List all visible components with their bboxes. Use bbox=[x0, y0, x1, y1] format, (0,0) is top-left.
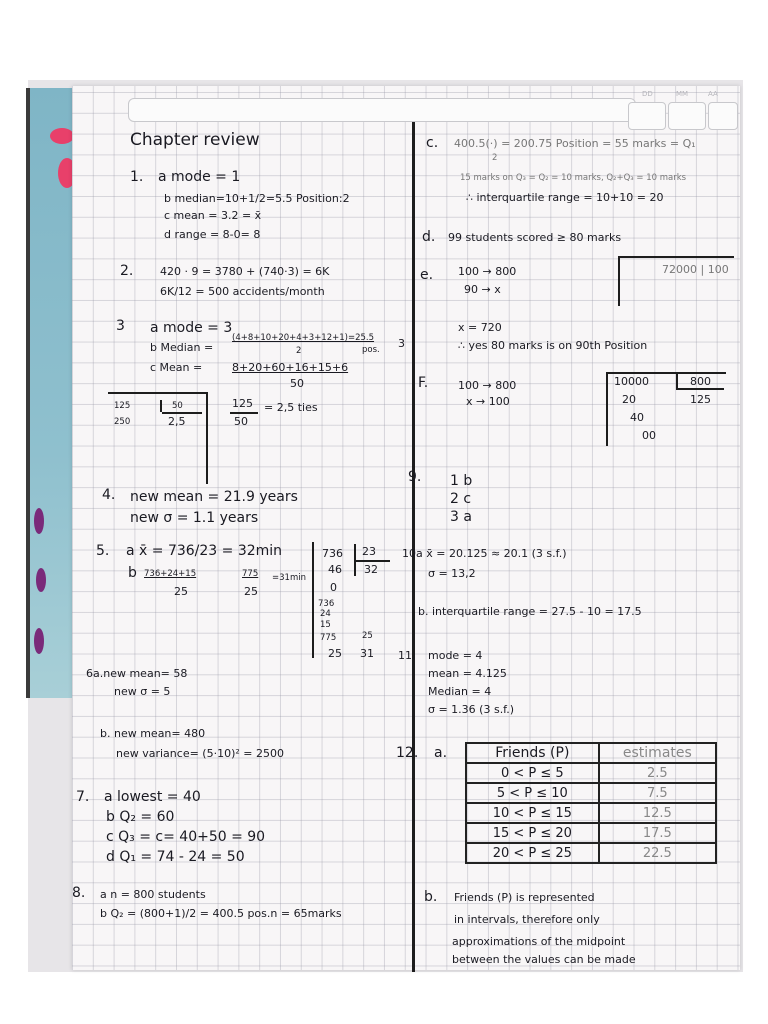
q6-b-line2: new variance= (5·10)² = 2500 bbox=[116, 747, 284, 760]
f-division-top-right: 800 bbox=[690, 375, 711, 388]
q10-a bbox=[402, 548, 567, 559]
table-cell-interval: 10 < P ≤ 15 bbox=[466, 803, 599, 823]
q5-work-line bbox=[312, 542, 314, 658]
f-division-top-left: 10000 bbox=[614, 375, 649, 388]
q3-b-result: 3 bbox=[398, 337, 405, 350]
q9-number: 9. bbox=[408, 469, 422, 485]
q10-a-line: a x̄ = 20.125 ≈ 20.1 (3 s.f.) bbox=[416, 547, 567, 560]
c-line1: 400.5(·) = 200.75 Position = 55 marks = Q₁ bbox=[454, 137, 696, 150]
q5-div1-top-right: 23 bbox=[362, 545, 376, 558]
q7-b: b Q₂ = 60 bbox=[106, 809, 175, 825]
q5-a: a x̄ = 736/23 = 32min bbox=[126, 543, 283, 559]
table-row bbox=[466, 823, 716, 843]
c-line4: ∴ interquartile range = 10+10 = 20 bbox=[466, 191, 664, 204]
q12-a: a. bbox=[434, 745, 448, 761]
e-line4: ∴ yes 80 marks is on 90th Position bbox=[458, 339, 648, 352]
q11-line4: σ = 1.36 (3 s.f.) bbox=[428, 703, 515, 716]
e-label: e. bbox=[420, 267, 434, 283]
table-row bbox=[466, 843, 716, 863]
f-division-line bbox=[606, 372, 608, 446]
q10-b: b. interquartile range = 27.5 - 10 = 17.5 bbox=[418, 605, 642, 618]
header-strip bbox=[128, 98, 636, 122]
cover-dot bbox=[34, 628, 44, 654]
q5-b-mid-bottom: 25 bbox=[244, 585, 258, 598]
table-cell-estimate: 7.5 bbox=[599, 783, 716, 803]
table-row bbox=[466, 763, 716, 783]
q7-a: a lowest = 40 bbox=[104, 789, 201, 805]
q3-b-frac-top: (4+8+10+20+4+3+12+1)=25.5 bbox=[232, 333, 375, 343]
q7-number: 7. bbox=[76, 789, 90, 805]
table-row bbox=[466, 803, 716, 823]
q12-number: 12. bbox=[396, 745, 419, 761]
q9-item2: 2 c bbox=[450, 491, 472, 507]
table-cell-estimate: 22.5 bbox=[599, 843, 716, 863]
q8-number: 8. bbox=[72, 885, 86, 901]
f-division-inner-line bbox=[676, 374, 678, 388]
q5-b-frac-bottom: 25 bbox=[174, 585, 188, 598]
page-title: Chapter review bbox=[130, 130, 260, 150]
q1-a: a mode = 1 bbox=[158, 169, 241, 185]
f-division-r1b: 125 bbox=[690, 393, 711, 406]
f-line1: 100 → 800 bbox=[458, 379, 517, 392]
q6-a-line2: new σ = 5 bbox=[114, 685, 171, 698]
q12-b-line2: in intervals, therefore only bbox=[454, 913, 600, 926]
f-division-r2: 40 bbox=[630, 411, 644, 424]
q5-b-frac-top: 736+24+15 bbox=[144, 569, 197, 579]
q7-d: d Q₁ = 74 - 24 = 50 bbox=[106, 849, 245, 865]
q3-division-bar bbox=[108, 392, 208, 394]
date-box-dd bbox=[628, 102, 666, 130]
q5-div1-top-left: 736 bbox=[322, 547, 343, 560]
table-cell-estimate: 2.5 bbox=[599, 763, 716, 783]
q3-division-line bbox=[160, 400, 162, 412]
q2-line1: 420 · 9 = 3780 + (740·3) = 6K bbox=[160, 265, 330, 278]
e-line2: 90 → x bbox=[464, 283, 501, 296]
q3-division-underline bbox=[162, 412, 202, 414]
table-cell-interval: 5 < P ≤ 10 bbox=[466, 783, 599, 803]
c-line3: 15 marks on Q₃ = Q₂ = 10 marks, Q₂+Q₃ = 10 marks bbox=[460, 173, 687, 183]
q5-div2-bottom-left: 25 bbox=[328, 647, 342, 660]
q3-division-top-right: 50 bbox=[172, 401, 183, 411]
table-cell-estimate: 17.5 bbox=[599, 823, 716, 843]
q9-item1: 1 b bbox=[450, 473, 473, 489]
q5-b-result: =31min bbox=[272, 573, 306, 583]
q9-item3: 3 a bbox=[450, 509, 472, 525]
f-division-r1: 20 bbox=[622, 393, 636, 406]
q8-b: b Q₂ = (800+1)/2 = 400.5 pos.n = 65marks bbox=[100, 907, 342, 920]
q6-b: b. new mean= 480 bbox=[100, 727, 206, 740]
q3-number: 3 bbox=[116, 318, 125, 334]
d-label: d. bbox=[422, 229, 436, 245]
q11-line3: Median = 4 bbox=[428, 685, 492, 698]
date-label-aa: AA bbox=[708, 90, 718, 98]
c-label: c. bbox=[426, 135, 439, 151]
q11-line2: mean = 4.125 bbox=[428, 667, 507, 680]
q12-b: b. bbox=[424, 889, 438, 905]
date-label-dd: DD bbox=[642, 90, 653, 98]
q5-b-mid-top: 775 bbox=[242, 569, 259, 579]
friends-table bbox=[465, 742, 717, 864]
table-cell-interval: 0 < P ≤ 5 bbox=[466, 763, 599, 783]
table-row bbox=[466, 783, 716, 803]
e-division-bar bbox=[618, 256, 734, 258]
f-division-bar bbox=[608, 372, 726, 374]
q5-div2-right: 25 bbox=[362, 631, 373, 641]
notebook-cover bbox=[30, 88, 74, 698]
cover-dot bbox=[36, 568, 46, 592]
q5-div1-remainder: 0 bbox=[330, 581, 337, 594]
q5-number: 5. bbox=[96, 543, 110, 559]
q10-number: 10 bbox=[402, 547, 416, 560]
date-label-mm: MM bbox=[676, 90, 689, 98]
q2-line2: 6K/12 = 500 accidents/month bbox=[160, 285, 325, 298]
table-header-row bbox=[466, 743, 716, 763]
q4-number: 4. bbox=[102, 487, 116, 503]
q5-div2-bottom-right: 31 bbox=[360, 647, 374, 660]
q3-a: a mode = 3 bbox=[150, 320, 233, 336]
q8-a: a n = 800 students bbox=[100, 888, 206, 901]
q3-c-frac-top: 8+20+60+16+15+6 bbox=[232, 361, 349, 374]
notebook-page bbox=[72, 86, 740, 970]
q5-div1-mid-right: 32 bbox=[364, 563, 378, 576]
q3-frac-bottom: 50 bbox=[234, 415, 248, 428]
e-line3: x = 720 bbox=[458, 321, 502, 334]
q3-c-frac-bottom: 50 bbox=[290, 377, 304, 390]
date-box-aa bbox=[708, 102, 738, 130]
d-line1: 99 students scored ≥ 80 marks bbox=[448, 231, 622, 244]
q6-number: 6 bbox=[86, 667, 93, 680]
table-cell-estimate: 12.5 bbox=[599, 803, 716, 823]
q5-div2-b: 24 bbox=[320, 609, 331, 619]
q6-a bbox=[86, 668, 187, 679]
q3-c: c Mean = bbox=[150, 361, 203, 374]
q5-div2-total: 775 bbox=[320, 633, 337, 643]
f-division-r3: 00 bbox=[642, 429, 656, 442]
e-division-line bbox=[618, 256, 620, 306]
q5-div2-a: 736 bbox=[318, 599, 335, 609]
q3-division-top-left: 125 bbox=[114, 401, 131, 411]
q3-result: = 2,5 ties bbox=[264, 401, 318, 414]
q10-a-line2: σ = 13,2 bbox=[428, 567, 476, 580]
table-header-friends: Friends (P) bbox=[466, 743, 599, 763]
cover-dot bbox=[34, 508, 44, 534]
q3-division-bottom-left: 250 bbox=[114, 417, 131, 427]
q1-d: d range = 8-0= 8 bbox=[164, 228, 261, 241]
e-line1: 100 → 800 bbox=[458, 265, 517, 278]
q1-number: 1. bbox=[130, 169, 144, 185]
q1-c: c mean = 3.2 = x̄ bbox=[164, 209, 262, 222]
q4-line2: new σ = 1.1 years bbox=[130, 510, 259, 526]
q3-b-frac-bottom: 2 bbox=[296, 346, 302, 356]
e-division: 72000 | 100 bbox=[662, 263, 729, 276]
q3-box-line bbox=[206, 392, 208, 484]
cover-dot bbox=[50, 128, 74, 144]
q11-line1: mode = 4 bbox=[428, 649, 483, 662]
q5-div1-mid-left: 46 bbox=[328, 563, 342, 576]
q5-div1-underline bbox=[356, 560, 390, 562]
q12-b-line1: Friends (P) is represented bbox=[454, 891, 595, 904]
q2-number: 2. bbox=[120, 263, 134, 279]
q5-b: b bbox=[128, 565, 137, 581]
q3-b: b Median = bbox=[150, 341, 214, 354]
q11-number: 11. bbox=[398, 649, 416, 662]
table-cell-interval: 15 < P ≤ 20 bbox=[466, 823, 599, 843]
q3-division-bottom-right: 2,5 bbox=[168, 415, 186, 428]
q3-b-pos: pos. bbox=[362, 345, 380, 355]
date-box-mm bbox=[668, 102, 706, 130]
table-cell-interval: 20 < P ≤ 25 bbox=[466, 843, 599, 863]
q3-frac-top: 125 bbox=[232, 397, 253, 410]
q7-c: c Q₃ = c= 40+50 = 90 bbox=[106, 829, 266, 845]
f-line2: x → 100 bbox=[466, 395, 510, 408]
f-division-underline bbox=[676, 388, 724, 390]
q5-div2-c: 15 bbox=[320, 620, 331, 630]
q12-b-line4: between the values can be made bbox=[452, 953, 636, 966]
c-line2: 2 bbox=[492, 153, 498, 163]
q1-b: b median=10+1/2=5.5 Position:2 bbox=[164, 192, 350, 205]
f-label: F. bbox=[418, 375, 429, 391]
q6-a-line: a.new mean= 58 bbox=[93, 667, 188, 680]
q12-b-line3: approximations of the midpoint bbox=[452, 935, 626, 948]
q3-fraction-bar bbox=[230, 412, 258, 414]
q4-line1: new mean = 21.9 years bbox=[130, 489, 298, 505]
table-header-estimates: estimates bbox=[599, 743, 716, 763]
